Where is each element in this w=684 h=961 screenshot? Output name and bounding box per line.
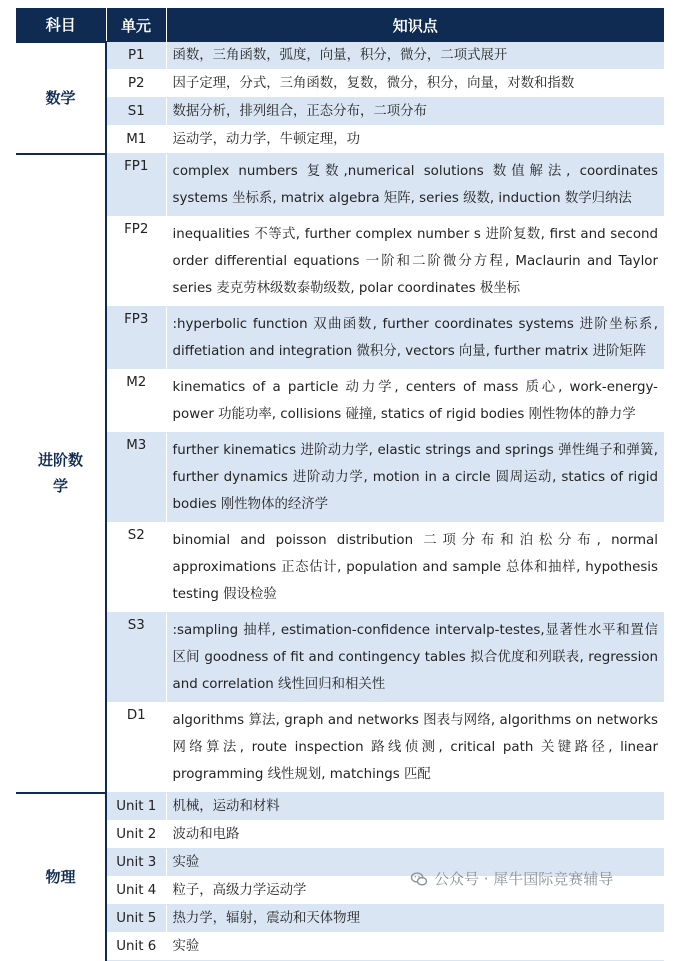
topics-cell: 波动和电路 [166, 821, 664, 849]
topics-cell: 机械，运动和材料 [166, 793, 664, 821]
unit-cell: Unit 5 [106, 905, 166, 933]
unit-cell: FP3 [106, 307, 166, 370]
table-row [16, 307, 664, 370]
topics-cell: 粒子，高级力学运动学 [166, 877, 664, 905]
unit-cell: S2 [106, 523, 166, 613]
wechat-icon [410, 870, 428, 888]
topics-cell: :sampling 抽样, estimation-confidence intervalp-testes,显著性水平和置信区间 goodness of fit and contingency tables 拟合优度和列联表, regression and correlation 线性回归和相关性 [166, 613, 664, 703]
header-topics: 知识点 [166, 8, 664, 42]
topics-cell: 热力学，辐射，震动和天体物理 [166, 905, 664, 933]
unit-cell: M2 [106, 370, 166, 433]
topics-cell: 函数，三角函数，弧度，向量，积分，微分，二项式展开 [166, 42, 664, 70]
unit-cell: P2 [106, 70, 166, 98]
unit-cell: D1 [106, 703, 166, 793]
unit-cell: Unit 1 [106, 793, 166, 821]
table-row [16, 523, 664, 613]
topics-cell: complex numbers 复数,numerical solutions 数值解法, coordinates systems 坐标系, matrix algebra 矩阵, series 级数, induction 数学归纳法 [166, 154, 664, 217]
watermark-text: 公众号 · 犀牛国际竞赛辅导 [434, 870, 614, 888]
table-row [16, 126, 664, 154]
topics-cell: kinematics of a particle 动力学, centers of mass 质心, work-energy-power 功能功率, collisions 碰撞, statics of rigid bodies 刚性物体的静力学 [166, 370, 664, 433]
table-row [16, 98, 664, 126]
topics-cell: 实验 [166, 933, 664, 961]
table-row [16, 793, 664, 821]
table-row [16, 905, 664, 933]
unit-cell: M3 [106, 433, 166, 523]
subject-cell-further-math: 进阶数学 [16, 154, 106, 793]
topics-cell: 因子定理，分式，三角函数，复数，微分，积分，向量，对数和指数 [166, 70, 664, 98]
topics-cell: 实验 [166, 849, 664, 877]
topics-cell: :hyperbolic function 双曲函数, further coordinates systems 进阶坐标系, diffetiation and integration 微积分, vectors 向量, further matrix 进阶矩阵 [166, 307, 664, 370]
table-header [16, 8, 664, 42]
unit-cell: Unit 3 [106, 849, 166, 877]
table-row [16, 154, 664, 217]
table-row [16, 70, 664, 98]
unit-cell: S1 [106, 98, 166, 126]
table-row [16, 933, 664, 961]
watermark [410, 868, 613, 889]
curriculum-table [16, 8, 664, 961]
unit-cell: M1 [106, 126, 166, 154]
header-subject: 科目 [16, 8, 106, 42]
header-unit: 单元 [106, 8, 166, 42]
unit-cell: Unit 4 [106, 877, 166, 905]
table-row [16, 370, 664, 433]
table-row [16, 433, 664, 523]
topics-cell: binomial and poisson distribution 二项分布和泊松分布, normal approximations 正态估计, population and sample 总体和抽样, hypothesis testing 假设检验 [166, 523, 664, 613]
unit-cell: Unit 6 [106, 933, 166, 961]
table-row [16, 613, 664, 703]
unit-cell: Unit 2 [106, 821, 166, 849]
topics-cell: inequalities 不等式, further complex number s 进阶复数, first and second order differential equations 一阶和二阶微分方程, Maclaurin and Taylor series 麦克劳林级数泰勒级数, polar coordinates 极坐标 [166, 217, 664, 307]
unit-cell: S3 [106, 613, 166, 703]
topics-cell: algorithms 算法, graph and networks 图表与网络, algorithms on networks 网络算法, route inspection 路线侦测, critical path 关键路径, linear programming 线性规划, matchings 匹配 [166, 703, 664, 793]
table-row [16, 217, 664, 307]
subject-cell-physics: 物理 [16, 793, 106, 961]
unit-cell: FP1 [106, 154, 166, 217]
subject-cell-math: 数学 [16, 42, 106, 154]
topics-cell: further kinematics 进阶动力学, elastic strings and springs 弹性绳子和弹簧, further dynamics 进阶动力学, motion in a circle 圆周运动, statics of rigid bodies 刚性物体的经济学 [166, 433, 664, 523]
table-row [16, 703, 664, 793]
topics-cell: 数据分析，排列组合，正态分布，二项分布 [166, 98, 664, 126]
table-row [16, 42, 664, 70]
table-body [16, 42, 664, 961]
table-row [16, 821, 664, 849]
unit-cell: FP2 [106, 217, 166, 307]
topics-cell: 运动学，动力学，牛顿定理，功 [166, 126, 664, 154]
unit-cell: P1 [106, 42, 166, 70]
